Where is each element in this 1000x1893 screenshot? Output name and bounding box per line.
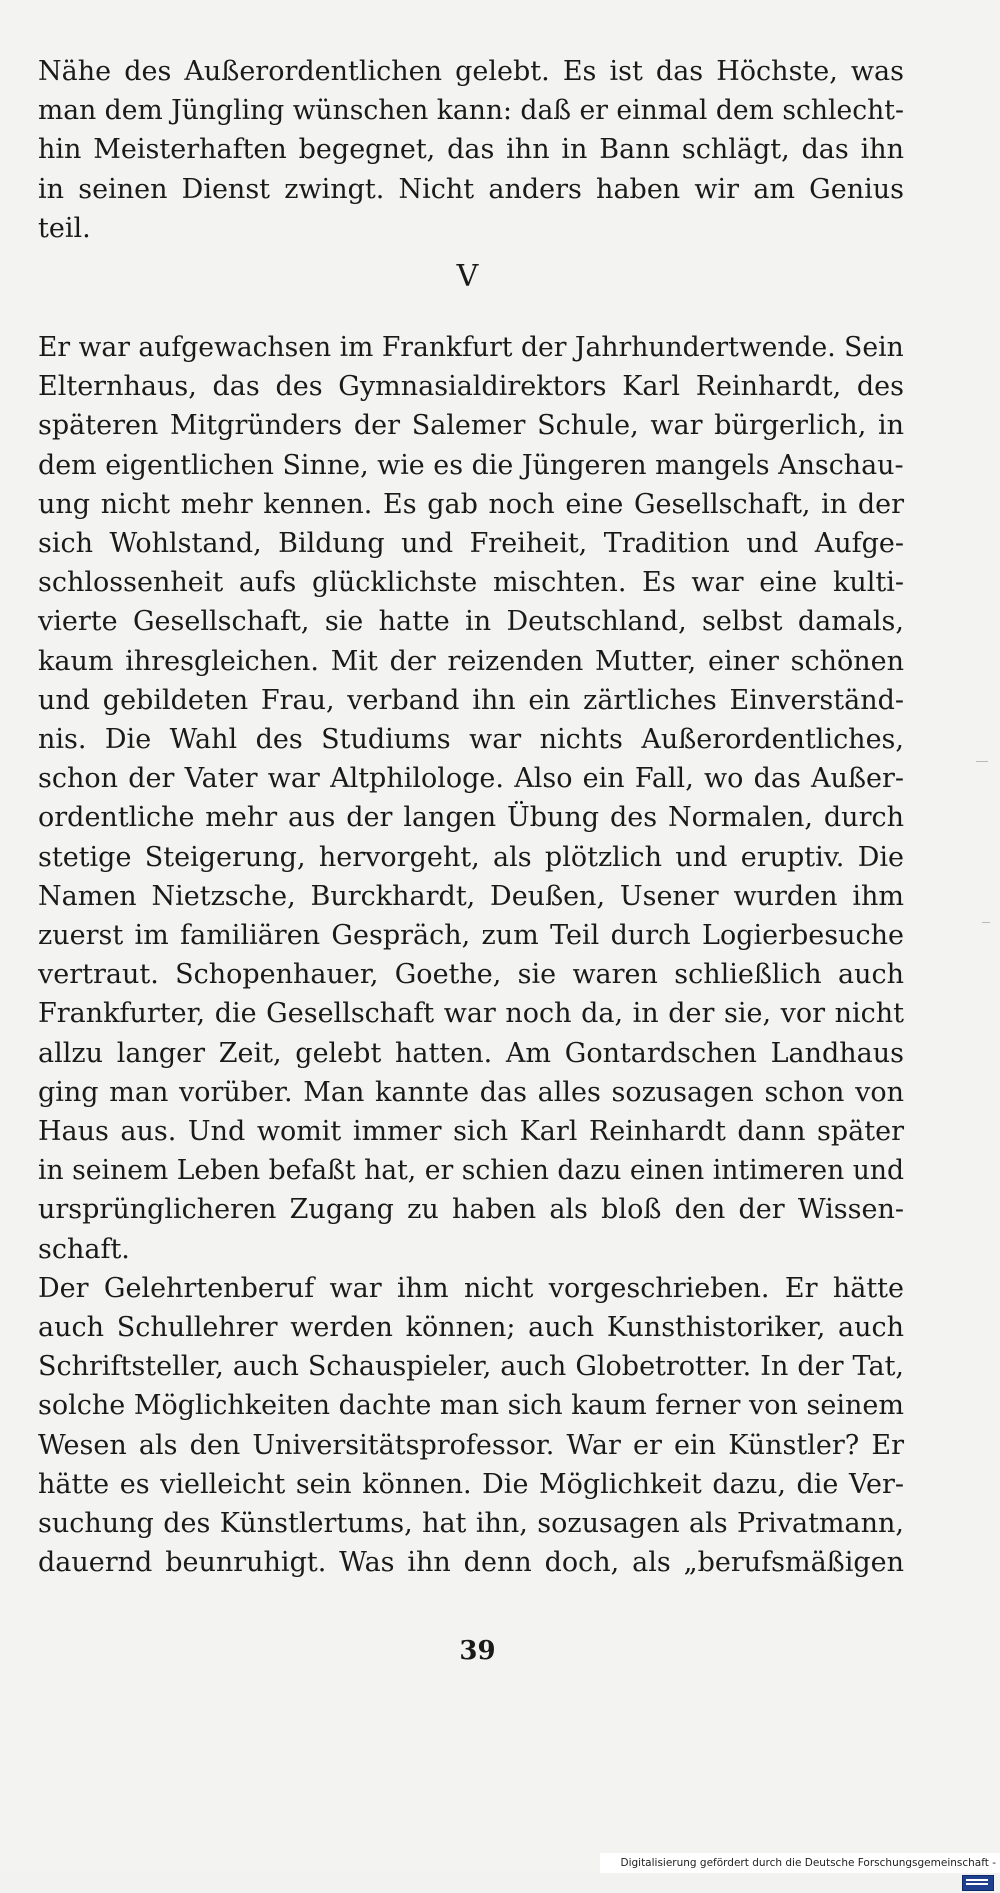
text-line: solche Möglichkeiten dachte man sich kaum ferner von seinem <box>38 1390 904 1422</box>
dfg-logo-icon <box>962 1875 994 1891</box>
text-line: dem eigentlichen Sinne, wie es die Jüngeren mangels Anschau- <box>38 449 904 481</box>
text-line: nis. Die Wahl des Studiums war nichts Außerordentliches, <box>38 724 904 756</box>
text-line: ordentliche mehr aus der langen Übung des Normalen, durch <box>38 802 904 834</box>
scan-mark <box>982 922 990 923</box>
text-line: Schriftsteller, auch Schauspieler, auch Globetrotter. In der Tat, <box>38 1351 904 1383</box>
footer-credit: Digitalisierung gefördert durch die Deutsche Forschungsgemeinschaft - <box>620 1857 996 1869</box>
text-line: hätte es vielleicht sein können. Die Möglichkeit dazu, die Ver- <box>38 1468 904 1500</box>
text-line: schon der Vater war Altphilologe. Also ein Fall, wo das Außer- <box>38 763 904 795</box>
text-line: in seinen Dienst zwingt. Nicht anders haben wir am Genius <box>38 173 904 205</box>
intro-paragraph <box>38 52 904 248</box>
text-line: ging man vorüber. Man kannte das alles sozusagen schon von <box>38 1076 904 1108</box>
text-line: hin Meisterhaften begegnet, das ihn in Bann schlägt, das ihn <box>38 134 904 166</box>
text-line: schaft. <box>38 1233 130 1265</box>
text-line: sich Wohlstand, Bildung und Freiheit, Tradition und Aufge- <box>38 528 904 560</box>
text-line: suchung des Künstlertums, hat ihn, sozusagen als Privatmann, <box>38 1508 904 1540</box>
text-line: Frankfurter, die Gesellschaft war noch da, in der sie, vor nicht <box>38 998 904 1030</box>
text-line: Wesen als den Universitätsprofessor. War er ein Künstler? Er <box>38 1429 904 1461</box>
page-number: 39 <box>459 1636 496 1666</box>
main-text <box>38 328 904 1583</box>
text-line: ung nicht mehr kennen. Es gab noch eine Gesellschaft, in der <box>38 488 904 520</box>
text-line: stetige Steigerung, hervorgeht, als plötzlich und eruptiv. Die <box>38 841 904 873</box>
text-line: allzu langer Zeit, gelebt hatten. Am Gontardschen Landhaus <box>38 1037 904 1069</box>
text-line: auch Schullehrer werden können; auch Kunsthistoriker, auch <box>38 1312 904 1344</box>
text-line: Er war aufgewachsen im Frankfurt der Jahrhundertwende. Sein <box>38 332 904 363</box>
text-line: späteren Mitgründers der Salemer Schule, war bürgerlich, in <box>38 410 904 442</box>
text-line: ursprünglicheren Zugang zu haben als bloß den der Wissen- <box>38 1194 904 1226</box>
text-line: Nähe des Außerordentlichen gelebt. Es ist das Höchste, was <box>38 56 904 87</box>
text-line: in seinem Leben befaßt hat, er schien dazu einen intimeren und <box>38 1155 905 1187</box>
text-line: vierte Gesellschaft, sie hatte in Deutschland, selbst damals, <box>38 606 904 638</box>
text-line: kaum ihresgleichen. Mit der reizenden Mutter, einer schönen <box>38 645 904 677</box>
scan-mark <box>976 761 988 762</box>
text-line: zuerst im familiären Gespräch, zum Teil durch Logierbesuche <box>38 920 904 952</box>
digitization-footer <box>600 1853 1000 1873</box>
text-line: Haus aus. Und womit immer sich Karl Reinhardt dann später <box>38 1116 904 1148</box>
text-line: dauernd beunruhigt. Was ihn denn doch, als „berufsmäßigen <box>38 1547 904 1579</box>
text-line: man dem Jüngling wünschen kann: daß er einmal dem schlecht- <box>38 95 904 127</box>
text-line: teil. <box>38 212 91 244</box>
text-line: und gebildeten Frau, verband ihn ein zärtliches Einverständ- <box>38 684 904 716</box>
text-line: schlossenheit aufs glücklichste mischten. Es war eine kulti- <box>38 567 904 599</box>
text-line: vertraut. Schopenhauer, Goethe, sie waren schließlich auch <box>38 959 904 991</box>
section-heading: V <box>456 259 479 294</box>
text-line: Der Gelehrtenberuf war ihm nicht vorgeschrieben. Er hätte <box>38 1272 904 1304</box>
text-line: Elternhaus, das des Gymnasialdirektors Karl Reinhardt, des <box>38 371 904 403</box>
text-line: Namen Nietzsche, Burckhardt, Deußen, Usener wurden ihm <box>38 880 904 912</box>
